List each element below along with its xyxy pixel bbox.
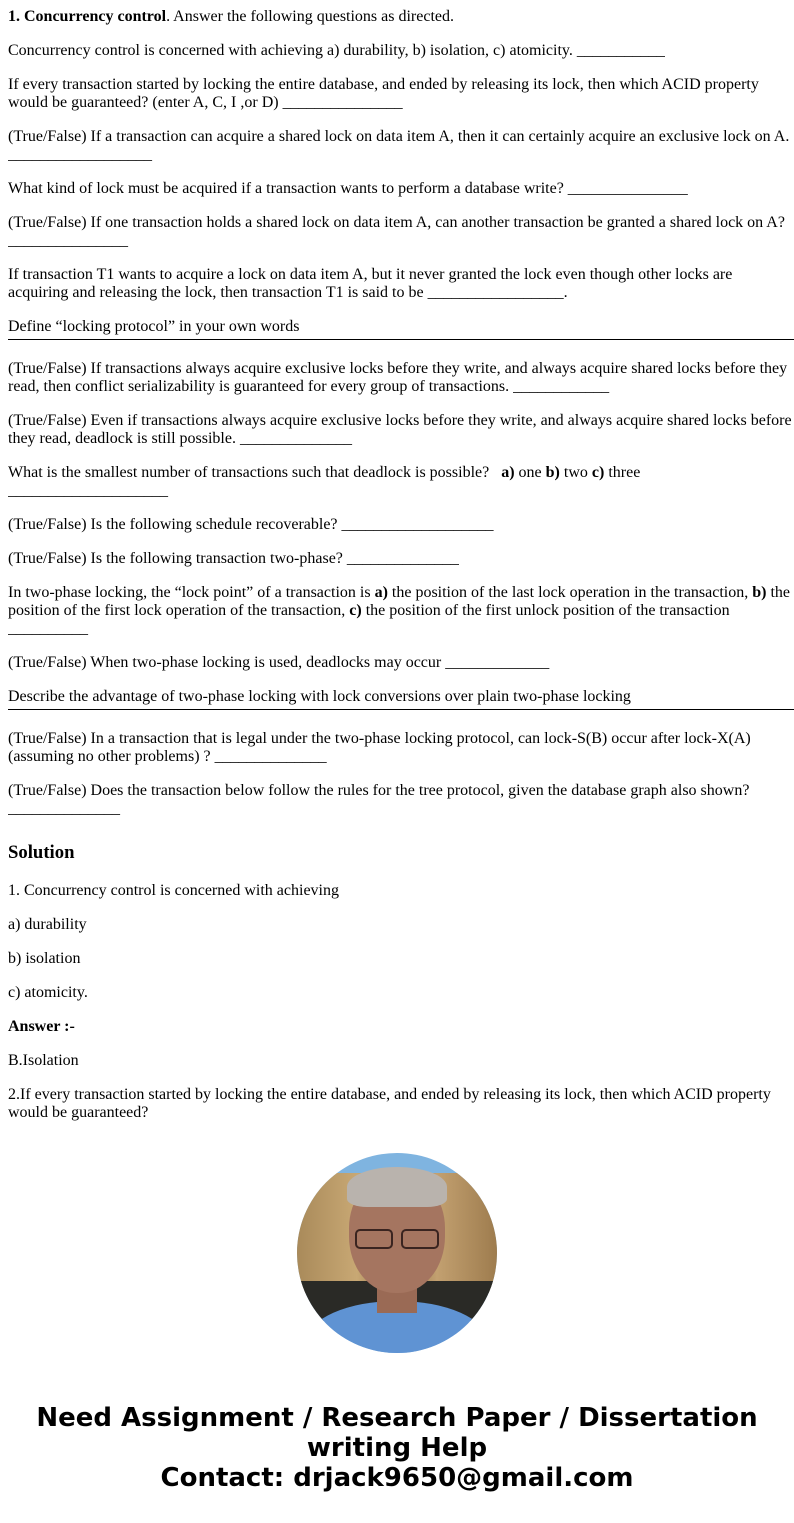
question-1: Concurrency control is concerned with achieving a) durability, b) isolation, c) atomicity. ___________ bbox=[8, 42, 665, 59]
question-15: Describe the advantage of two-phase locking with lock conversions over plain two-phase locking bbox=[8, 688, 631, 705]
answer-blank: ____________________ bbox=[8, 482, 168, 499]
answer-blank: __________ bbox=[8, 620, 88, 637]
question-4: What kind of lock must be acquired if a transaction wants to perform a database write? _______________ bbox=[8, 180, 688, 197]
answer-value: B.Isolation bbox=[8, 1052, 79, 1069]
solution-option-c: c) atomicity. bbox=[8, 984, 88, 1001]
solution-2: 2.If every transaction started by locking the entire database, and ended by releasing its lock, then which ACID property would be guaranteed? bbox=[8, 1086, 771, 1121]
question-2: If every transaction started by locking the entire database, and ended by releasing its lock, then which ACID property would be guaranteed? (enter A, C, I ,or D) _______________ bbox=[8, 76, 759, 111]
question-12: (True/False) Is the following transaction two-phase? ______________ bbox=[8, 550, 459, 567]
solution-option-b: b) isolation bbox=[8, 950, 81, 967]
question-9: (True/False) Even if transactions always acquire exclusive locks before they write, and always acquire shared locks before they read, deadlock is still possible. ______________ bbox=[8, 412, 792, 447]
photo-hair bbox=[347, 1167, 447, 1207]
answer-line bbox=[8, 339, 794, 340]
question-14: (True/False) When two-phase locking is used, deadlocks may occur _____________ bbox=[8, 654, 550, 671]
promo-contact: Contact: drjack9650@gmail.com bbox=[160, 1463, 634, 1493]
question-6: If transaction T1 wants to acquire a lock on data item A, but it never granted the lock even though other locks are acquiring and releasing the lock, then transaction T1 is said to be _________________. bbox=[8, 266, 733, 301]
question-5: (True/False) If one transaction holds a shared lock on data item A, can another transaction be granted a shared lock on A? _______________ bbox=[8, 214, 785, 249]
question-3: (True/False) If a transaction can acquire a shared lock on data item A, then it can certainly acquire an exclusive lock on A. __________________ bbox=[8, 128, 790, 163]
solution-heading: Solution bbox=[8, 842, 75, 863]
question-7: Define “locking protocol” in your own words bbox=[8, 318, 300, 335]
promo-line-2: writing Help bbox=[306, 1433, 488, 1463]
document-body bbox=[8, 0, 794, 1122]
promo-line-1: Need Assignment / Research Paper / Dissertation bbox=[36, 1403, 758, 1433]
solution-option-a: a) durability bbox=[8, 916, 87, 933]
section-heading: 1. Concurrency control. Answer the following questions as directed. bbox=[8, 8, 455, 25]
question-13: In two-phase locking, the “lock point” of a transaction is a) the position of the last lock operation in the transaction, b) the position of the first lock operation of the transaction, c) the position of the first unlock position of the transaction __________ bbox=[8, 584, 794, 637]
answer-line bbox=[8, 709, 794, 710]
question-8: (True/False) If transactions always acquire exclusive locks before they write, and always acquire shared locks before they read, then conflict serializability is guaranteed for every group of transactions. ____________ bbox=[8, 360, 788, 395]
solution-1: 1. Concurrency control is concerned with achieving bbox=[8, 882, 339, 899]
answer-label: Answer :- bbox=[8, 1018, 75, 1035]
question-10: What is the smallest number of transactions such that deadlock is possible? a) one b) two c) three ____________________ bbox=[8, 464, 641, 499]
author-photo-avatar bbox=[297, 1153, 497, 1353]
question-16: (True/False) In a transaction that is legal under the two-phase locking protocol, can lock-S(B) occur after lock-X(A) (assuming no other problems) ? ______________ bbox=[8, 730, 751, 765]
question-11: (True/False) Is the following schedule recoverable? ___________________ bbox=[8, 516, 494, 533]
glasses-icon bbox=[355, 1229, 439, 1247]
question-17: (True/False) Does the transaction below follow the rules for the tree protocol, given the database graph also shown? ______________ bbox=[8, 782, 750, 817]
promo-banner bbox=[0, 1403, 794, 1493]
section-title: 1. Concurrency control bbox=[8, 8, 167, 25]
